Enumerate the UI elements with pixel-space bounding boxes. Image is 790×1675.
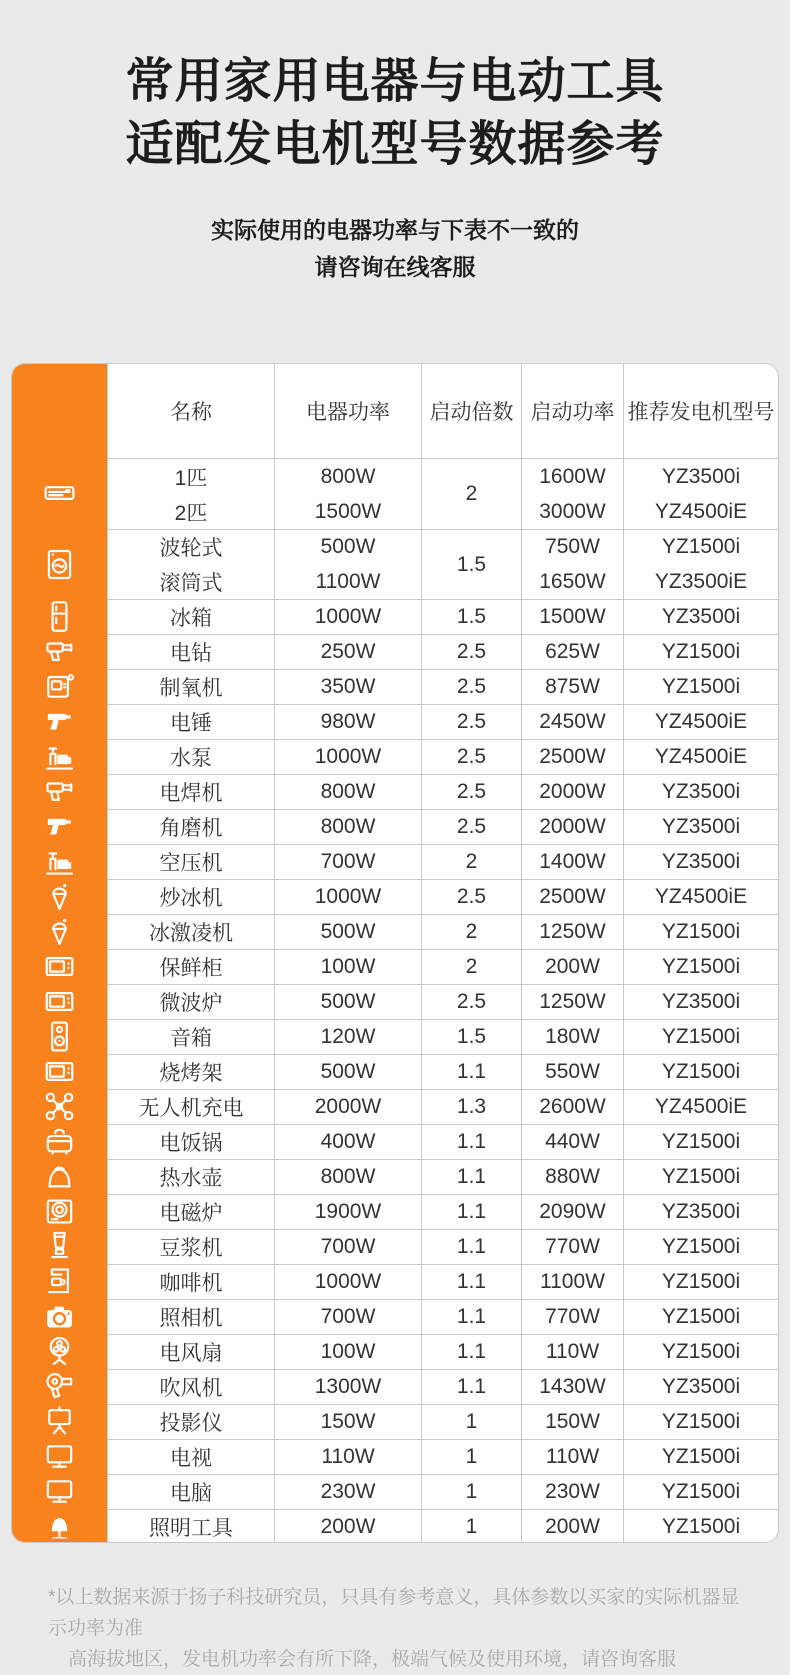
table-header-row [12,364,778,459]
appliance-name-cell: 波轮式 [159,537,223,560]
sidebar-icon-slot [12,1439,107,1474]
start-multiplier-cell: 1.1 [456,1130,487,1153]
appliance-name-cell: 1匹 [174,466,208,490]
recommended-model-cell: YZ3500i [661,464,741,488]
appliance-name-cell: 滚筒式 [159,572,223,595]
start-power-cell: 200W [545,1515,600,1538]
recommended-model-cell: YZ3500i [661,780,741,803]
start-power-cell: 1430W [539,1375,606,1398]
sidebar-icon-slot [12,1194,107,1229]
start-multiplier-cell: 1.1 [456,1165,487,1188]
start-power-cell: 770W [545,1235,600,1258]
start-multiplier-cell: 1.5 [456,605,487,628]
column-header-recommended-model: 推荐发电机型号 [627,401,775,424]
start-power-cell: 625W [545,640,600,663]
appliance-name-cell: 保鲜柜 [159,957,223,980]
appliance-name-cell: 电脑 [170,1482,212,1505]
appliance-name-cell: 电钻 [170,642,212,665]
recommended-model-cell: YZ4500iE [654,745,748,768]
appliance-name-cell: 音箱 [170,1027,212,1050]
appliance-name-cell: 照相机 [159,1307,223,1330]
start-multiplier-cell: 1 [465,1445,478,1468]
column-header-start-power: 启动功率 [530,401,615,424]
sidebar-icon-slot [12,1264,107,1299]
appliance-power-cell: 980W [320,710,376,733]
sidebar-icon-slot [12,669,107,704]
appliance-power-cell: 800W [320,815,376,838]
appliance-name-cell: 照明工具 [149,1517,233,1540]
start-power-cell: 3000W [539,499,606,523]
rice-cooker-icon [42,1124,77,1159]
recommended-model-cell: YZ3500i [661,1375,741,1398]
start-power-cell: 150W [545,1410,600,1433]
recommended-model-cell: YZ1500i [661,1445,741,1468]
recommended-model-cell: YZ4500iE [654,1095,748,1118]
recommended-model-cell: YZ1500i [661,640,741,663]
appliance-power-cell: 350W [320,675,376,698]
recommended-model-cell: YZ1500i [661,1480,741,1503]
table-grid [12,364,778,1542]
start-power-cell: 770W [545,1305,600,1328]
start-multiplier-cell: 1.1 [456,1375,487,1398]
start-power-cell: 2500W [539,885,606,908]
kettle-icon [42,1159,77,1194]
page-title-line-2: 适配发电机型号数据参考 [125,118,665,171]
appliance-power-cell: 1000W [314,745,382,768]
appliance-name-cell: 微波炉 [159,992,223,1015]
start-multiplier-cell: 2.5 [456,710,487,733]
appliance-power-cell: 100W [320,1340,376,1363]
sidebar-icon-slot [12,984,107,1019]
appliance-power-cell: 200W [320,1515,376,1538]
start-power-cell: 1250W [539,990,606,1013]
recommended-model-cell: YZ3500iE [654,570,748,593]
appliance-power-cell: 250W [320,640,376,663]
recommended-model-cell: YZ1500i [661,1060,741,1083]
recommended-model-cell: YZ1500i [661,1410,741,1433]
table-row-group [12,704,778,739]
recommended-model-cell: YZ1500i [661,1305,741,1328]
recommended-model-cell: YZ1500i [661,675,741,698]
table-row-group [12,879,778,914]
appliance-name-cell: 2匹 [174,501,208,525]
washing-machine-icon [42,547,77,582]
air-compressor-icon [42,844,77,879]
start-power-cell: 750W [545,535,600,558]
hair-dryer-icon [42,1369,77,1404]
appliance-name-cell: 制氧机 [159,677,223,700]
table-row-group [12,1299,778,1334]
camera-icon [42,1299,77,1334]
appliance-power-cell: 2000W [314,1095,382,1118]
appliance-power-cell: 1000W [314,605,382,628]
column-header-name: 名称 [170,401,212,424]
start-power-cell: 110W [545,1340,600,1363]
start-multiplier-cell: 2 [465,920,478,943]
start-power-cell: 1100W [540,1270,605,1293]
start-multiplier-cell: 2.5 [456,745,487,768]
fan-icon [42,1334,77,1369]
sidebar-icon-slot [12,774,107,809]
appliance-name-cell: 电视 [170,1447,212,1470]
fresh-cabinet-icon [42,949,77,984]
recommended-model-cell: YZ3500i [661,990,741,1013]
hero-section [0,50,790,286]
sidebar-icon-slot [12,1334,107,1369]
appliance-power-cell: 700W [320,1235,376,1258]
appliance-power-cell: 800W [320,464,376,488]
sidebar-icon-slot [12,1404,107,1439]
table-row-group [12,774,778,809]
appliance-power-cell: 700W [320,1305,376,1328]
appliance-name-cell: 烧烤架 [159,1062,223,1085]
sidebar-icon-slot [12,1369,107,1404]
appliance-power-cell: 500W [320,535,376,558]
appliance-power-cell: 800W [320,780,376,803]
start-multiplier-cell: 2 [465,482,478,505]
start-power-cell: 1400W [539,850,606,873]
welder-icon [42,774,77,809]
start-multiplier-cell: 2.5 [456,885,487,908]
appliance-power-cell: 500W [320,920,376,943]
start-multiplier-cell: 1 [465,1480,478,1503]
subtitle-line-2: 请咨询在线客服 [314,254,476,280]
appliance-name-cell: 咖啡机 [159,1272,223,1295]
start-power-cell: 880W [545,1165,600,1188]
table-row-group [12,1369,778,1404]
recommended-model-cell: YZ4500iE [654,885,748,908]
start-power-cell: 1600W [539,464,606,488]
start-multiplier-cell: 2.5 [456,675,487,698]
table-row-group [12,459,778,529]
sidebar-icon-slot [12,1299,107,1334]
sidebar-icon-slot [12,739,107,774]
coffee-machine-icon [42,1264,77,1299]
appliance-name-cell: 水泵 [170,747,212,770]
appliance-name-cell: 角磨机 [159,817,223,840]
recommended-model-cell: YZ1500i [661,535,741,558]
appliance-power-cell: 1500W [314,499,382,523]
table-row-group [12,1194,778,1229]
appliance-power-cell: 120W [320,1025,376,1048]
sidebar-icon-slot [12,809,107,844]
start-power-cell: 2000W [539,780,606,803]
start-power-cell: 875W [545,675,600,698]
table-row-group [12,1124,778,1159]
table-row-group [12,1229,778,1264]
start-multiplier-cell: 1.1 [456,1270,487,1293]
recommended-model-cell: YZ4500iE [654,499,748,523]
subtitle-line-1: 实际使用的电器功率与下表不一致的 [211,217,579,243]
tv-icon [42,1439,77,1474]
sidebar-icon-slot [12,914,107,949]
table-row-group [12,1509,778,1543]
appliance-power-cell: 1000W [314,1270,382,1293]
appliance-power-cell: 150W [320,1410,376,1433]
appliance-power-cell: 100W [320,955,376,978]
page-subtitle [0,212,790,286]
table-row-group [12,809,778,844]
appliance-name-cell: 豆浆机 [159,1237,223,1260]
hammer-drill-icon [42,704,77,739]
start-multiplier-cell: 2.5 [456,780,487,803]
recommended-model-cell: YZ1500i [661,1025,741,1048]
appliance-power-cell: 800W [320,1165,376,1188]
footnote-line-1: *以上数据来源于扬子科技研究员，只具有参考意义，具体参数以买家的实际机器显示功率为准 [48,1587,740,1639]
table-row-group [12,1159,778,1194]
appliance-name-cell: 投影仪 [159,1412,223,1435]
table-row-group [12,599,778,634]
recommended-model-cell: YZ3500i [661,850,741,873]
sidebar-icon-slot [12,1089,107,1124]
table-row-group [12,844,778,879]
recommended-model-cell: YZ3500i [661,815,741,838]
start-multiplier-cell: 1.1 [456,1235,487,1258]
start-multiplier-cell: 1.3 [456,1095,487,1118]
ice-cream-machine-icon [42,914,77,949]
start-power-cell: 2500W [539,745,606,768]
appliance-name-cell: 电磁炉 [159,1202,223,1225]
column-header-start-multiplier: 启动倍数 [429,401,514,424]
start-power-cell: 2000W [539,815,606,838]
appliance-power-cell: 110W [321,1445,375,1468]
appliance-name-cell: 空压机 [159,852,223,875]
blender-icon [42,1229,77,1264]
sidebar-icon-slot [12,844,107,879]
sidebar-header-spacer [12,364,107,459]
table-row-group [12,1439,778,1474]
start-power-cell: 1250W [539,920,606,943]
table-row-group [12,984,778,1019]
start-power-cell: 200W [545,955,600,978]
ice-slush-machine-icon [42,879,77,914]
fridge-icon [42,599,77,634]
appliance-name-cell: 无人机充电 [138,1097,244,1120]
recommended-model-cell: YZ1500i [661,1270,741,1293]
start-power-cell: 440W [545,1130,600,1153]
sidebar-icon-slot [12,1019,107,1054]
table-row-group [12,1089,778,1124]
start-multiplier-cell: 2 [465,850,478,873]
recommended-model-cell: YZ1500i [661,1165,741,1188]
appliance-power-cell: 700W [320,850,376,873]
induction-cooker-icon [42,1194,77,1229]
recommended-model-cell: YZ3500i [661,605,741,628]
appliance-power-cell: 230W [320,1480,376,1503]
table-row-group [12,1054,778,1089]
water-pump-icon [42,739,77,774]
start-multiplier-cell: 1.1 [456,1200,487,1223]
start-multiplier-cell: 1.1 [456,1305,487,1328]
sidebar-icon-slot [12,1509,107,1543]
sidebar-icon-slot [12,1229,107,1264]
start-power-cell: 1500W [539,605,606,628]
start-multiplier-cell: 2 [465,955,478,978]
sidebar-icon-slot [12,1474,107,1509]
recommended-model-cell: YZ1500i [661,1235,741,1258]
start-power-cell: 1650W [539,570,606,593]
start-power-cell: 2600W [539,1095,606,1118]
start-multiplier-cell: 2.5 [456,815,487,838]
start-power-cell: 2450W [539,710,606,733]
table-row-group [12,1264,778,1299]
start-multiplier-cell: 1.5 [456,1025,487,1048]
recommended-model-cell: YZ3500i [661,1200,741,1223]
speaker-icon [42,1019,77,1054]
start-power-cell: 110W [545,1445,600,1468]
sidebar-icon-slot [12,1124,107,1159]
sidebar-icon-slot [12,1054,107,1089]
appliance-power-cell: 1000W [314,885,382,908]
grill-icon [42,1054,77,1089]
appliance-power-cell: 1100W [315,570,381,593]
start-multiplier-cell: 2.5 [456,640,487,663]
recommended-model-cell: YZ1500i [661,955,741,978]
appliance-power-cell: 1300W [314,1375,382,1398]
start-power-cell: 180W [545,1025,600,1048]
recommended-model-cell: YZ1500i [661,1130,741,1153]
table-row-group [12,914,778,949]
angle-grinder-icon [42,809,77,844]
table-row-group [12,634,778,669]
recommended-model-cell: YZ4500iE [654,710,748,733]
recommended-model-cell: YZ1500i [661,1515,741,1538]
footnote [48,1582,758,1675]
projector-icon [42,1404,77,1439]
sidebar-icon-slot [12,599,107,634]
sidebar-icon-slot [12,879,107,914]
column-header-appliance-power: 电器功率 [306,401,390,424]
sidebar-icon-slot [12,459,107,529]
table-row-group [12,1334,778,1369]
appliance-name-cell: 电锤 [170,712,212,735]
start-multiplier-cell: 1 [465,1410,478,1433]
appliance-power-cell: 500W [320,1060,376,1083]
appliance-name-cell: 炒冰机 [159,887,223,910]
sidebar-icon-slot [12,704,107,739]
computer-icon [42,1474,77,1509]
appliance-power-cell: 400W [320,1130,376,1153]
sidebar-icon-slot [12,634,107,669]
start-multiplier-cell: 2.5 [456,990,487,1013]
appliance-name-cell: 电风扇 [159,1342,223,1365]
table-row-group [12,1019,778,1054]
start-power-cell: 230W [545,1480,600,1503]
table-row-group [12,1474,778,1509]
appliance-generator-table [11,363,779,1543]
sidebar-icon-slot [12,529,107,599]
drill-icon [42,634,77,669]
appliance-name-cell: 吹风机 [159,1377,223,1400]
start-power-cell: 2090W [539,1200,606,1223]
appliance-name-cell: 电饭锅 [159,1132,223,1155]
start-multiplier-cell: 1 [465,1515,478,1538]
drone-icon [42,1089,77,1124]
recommended-model-cell: YZ1500i [661,920,741,943]
table-body [12,459,778,1543]
table-row-group [12,739,778,774]
appliance-power-cell: 1900W [314,1200,382,1223]
table-row-group [12,1404,778,1439]
start-multiplier-cell: 1.1 [456,1340,487,1363]
sidebar-icon-slot [12,1159,107,1194]
appliance-name-cell: 热水壶 [159,1167,223,1190]
appliance-name-cell: 冰激凌机 [149,922,233,945]
lamp-icon [42,1509,77,1543]
appliance-name-cell: 冰箱 [170,607,212,630]
microwave-icon [42,984,77,1019]
start-multiplier-cell: 1.5 [456,552,487,576]
appliance-power-cell: 500W [320,990,376,1013]
appliance-name-cell: 电焊机 [159,782,223,805]
start-power-cell: 550W [545,1060,600,1083]
air-conditioner-icon [42,477,77,512]
table-row-group [12,529,778,599]
sidebar-icon-slot [12,949,107,984]
footnote-line-2: 高海拔地区，发电机功率会有所下降，极端气候及使用环境，请咨询客服 [68,1649,677,1670]
start-multiplier-cell: 1.1 [456,1060,487,1083]
oxygen-concentrator-icon [42,669,77,704]
recommended-model-cell: YZ1500i [661,1340,741,1363]
page-title-line-1: 常用家用电器与电动工具 [125,55,665,108]
table-row-group [12,669,778,704]
table-row-group [12,949,778,984]
